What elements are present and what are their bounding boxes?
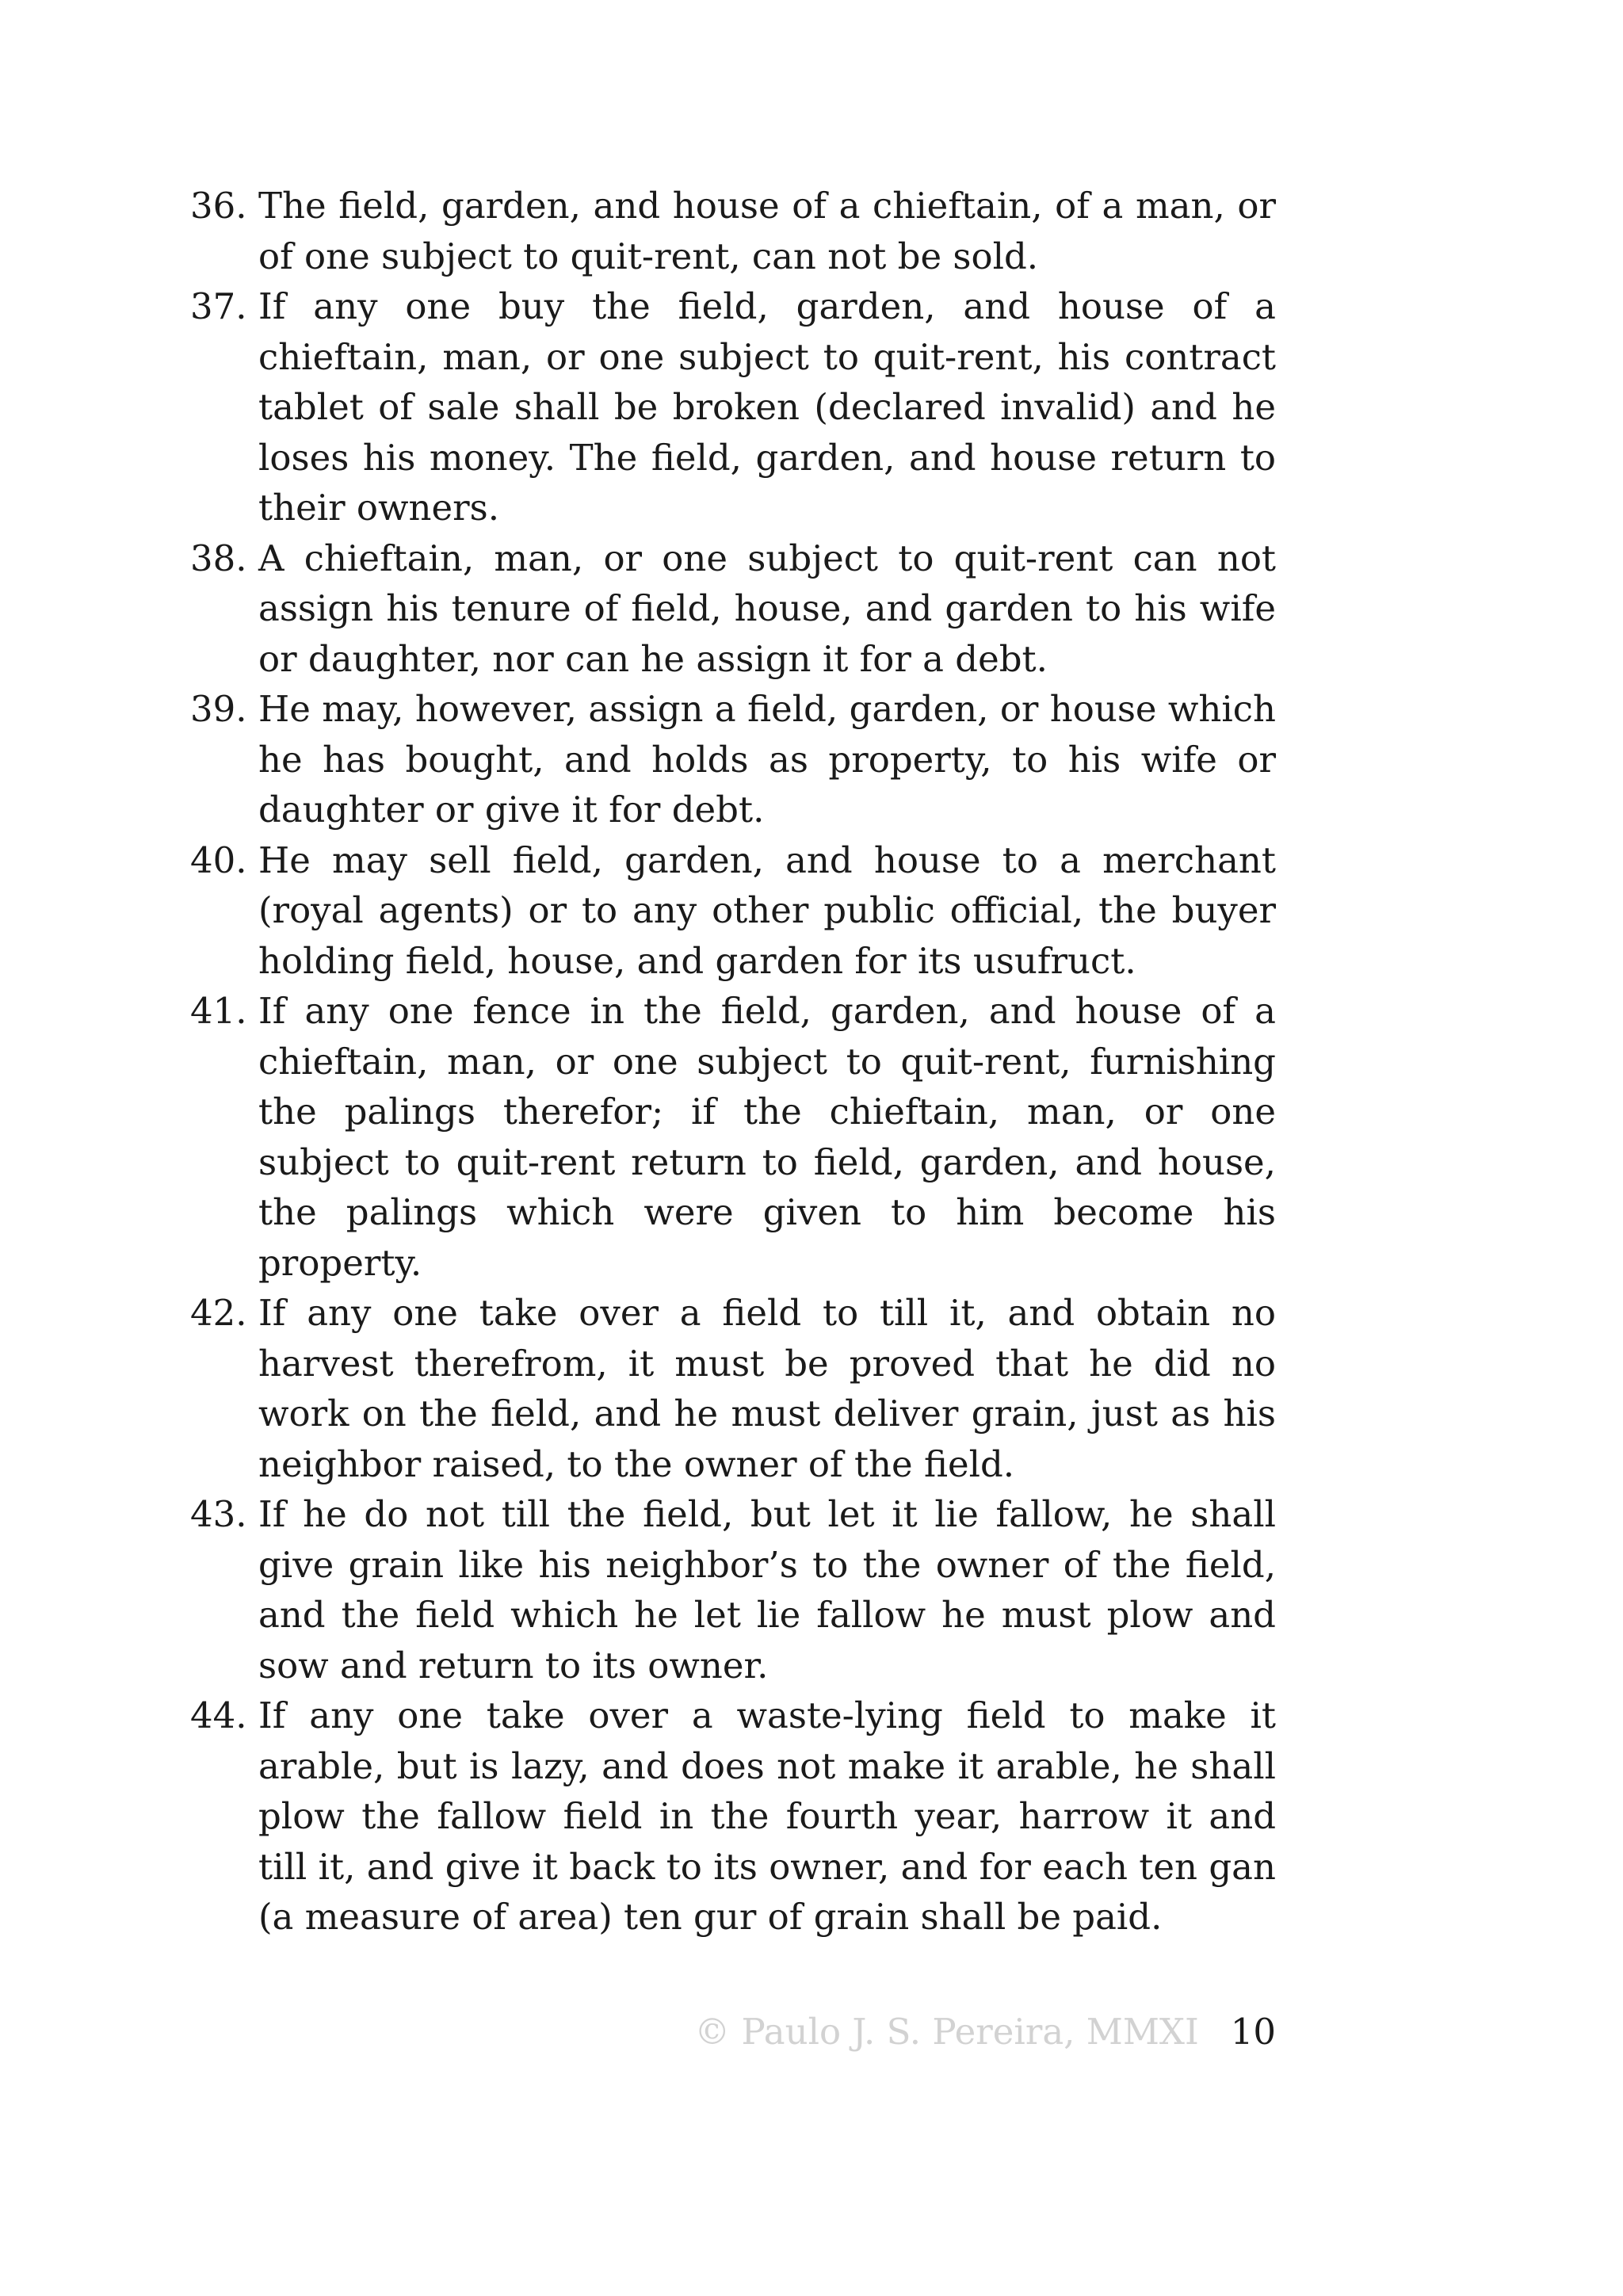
law-number: 42. — [190, 1292, 247, 1334]
page-number: 10 — [1230, 2011, 1276, 2053]
law-item-43 — [190, 1489, 1276, 1690]
law-item-39 — [190, 684, 1276, 835]
law-item-38 — [190, 533, 1276, 685]
law-number: 37. — [190, 285, 247, 327]
law-number: 36. — [190, 185, 247, 227]
law-number: 44. — [190, 1694, 247, 1736]
law-list — [190, 181, 1276, 1943]
law-text: If he do not till the field, but let it lie fallow, he shall give grain like his neighbor’s to the owner of the field, and the field which he let lie fallow he must plow and sow and return to its owner. — [258, 1493, 1276, 1687]
law-text: He may sell field, garden, and house to a merchant (royal agents) or to any other public official, the buyer holding field, house, and garden for its usufruct. — [258, 839, 1276, 982]
law-number: 43. — [190, 1493, 247, 1535]
law-item-36 — [190, 181, 1276, 281]
law-text: He may, however, assign a field, garden, or house which he has bought, and holds as property, to his wife or daughter or give it for debt. — [258, 688, 1276, 831]
law-number: 39. — [190, 688, 247, 730]
copyright-notice: © Paulo J. S. Pereira, MMXI — [694, 2011, 1199, 2053]
law-text: If any one buy the field, garden, and house of a chieftain, man, or one subject to quit-rent, his contract tablet of sale shall be broken (declared invalid) and he loses his money. The field, garden, and house return to their owners. — [258, 285, 1276, 529]
law-number: 38. — [190, 537, 247, 579]
law-text: A chieftain, man, or one subject to quit-rent can not assign his tenure of field, house, and garden to his wife or daughter, nor can he assign it for a debt. — [258, 537, 1276, 680]
law-text: If any one take over a waste-lying field to make it arable, but is lazy, and does not make it arable, he shall plow the fallow field in the fourth year, harrow it and till it, and give it back to its owner, and for each ten gan (a measure of area) ten gur of grain shall be paid. — [258, 1694, 1276, 1938]
law-text: If any one take over a field to till it, and obtain no harvest therefrom, it must be proved that he did no work on the field, and he must deliver grain, just as his neighbor raised, to the owner of the field. — [258, 1292, 1276, 1485]
law-text: The field, garden, and house of a chieftain, of a man, or of one subject to quit-rent, can not be sold. — [258, 185, 1276, 277]
law-item-44 — [190, 1690, 1276, 1943]
page-footer — [190, 2007, 1276, 2057]
law-text: If any one fence in the field, garden, and house of a chieftain, man, or one subject to quit-rent, furnishing the palings therefor; if the chieftain, man, or one subject to quit-rent return to field, garden, and house, the palings which were given to him become his property. — [258, 990, 1276, 1284]
law-item-41 — [190, 986, 1276, 1288]
law-item-42 — [190, 1288, 1276, 1489]
law-item-40 — [190, 835, 1276, 987]
law-number: 40. — [190, 839, 247, 881]
law-item-37 — [190, 281, 1276, 533]
law-number: 41. — [190, 990, 247, 1032]
